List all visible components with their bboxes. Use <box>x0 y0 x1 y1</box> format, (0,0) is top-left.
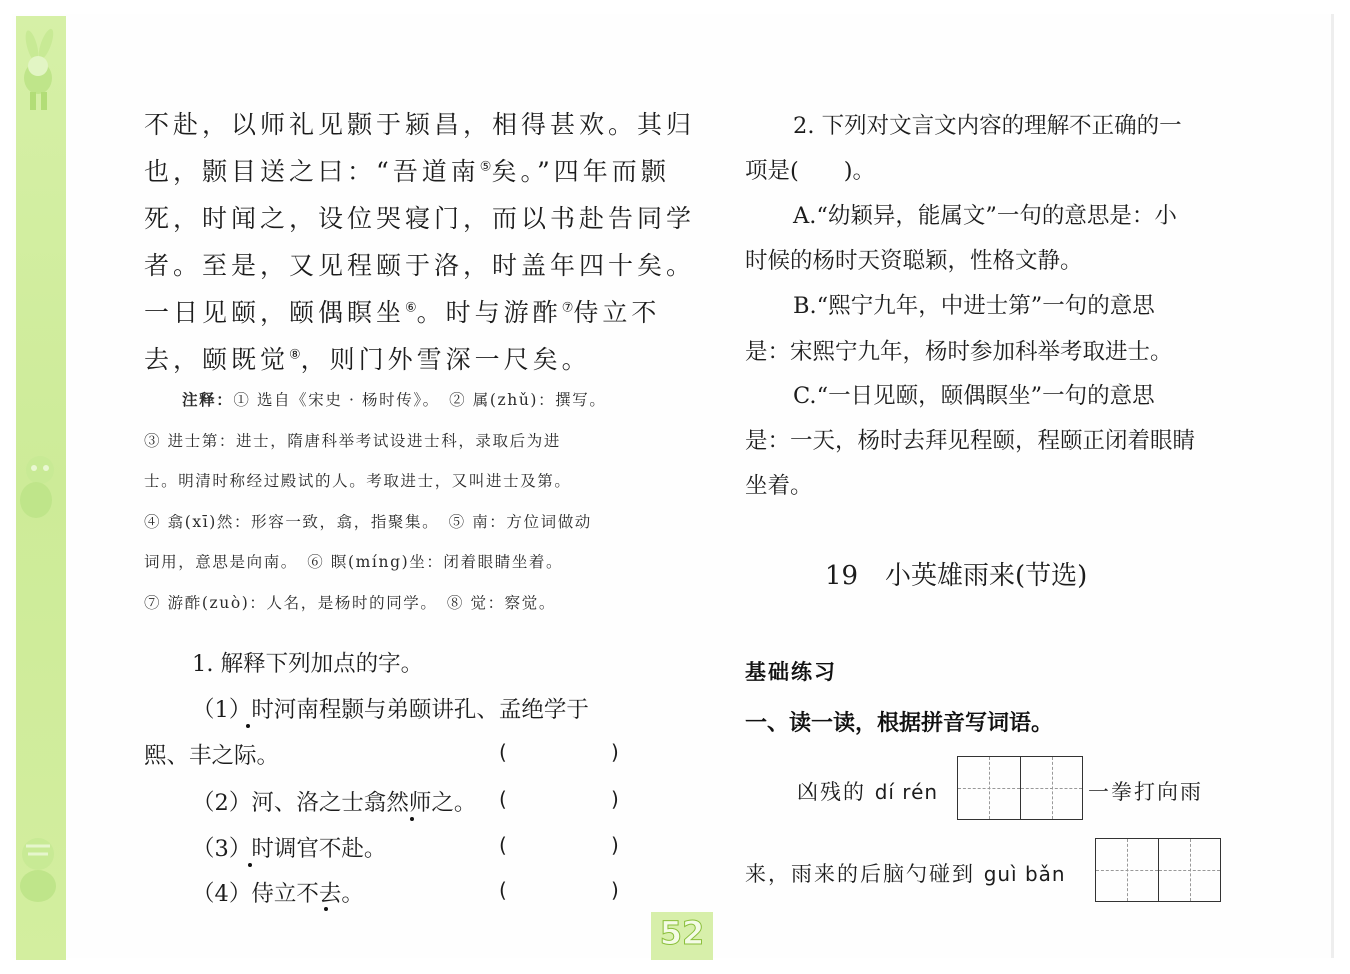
option-b-cont: 是：宋熙宁九年，杨时参加科举考取进士。 <box>745 339 1173 365</box>
question-1-item-3: （3）时调官不赴。 <box>192 836 387 862</box>
writing-cell[interactable] <box>1158 839 1220 901</box>
sentence-continuation: 一拳打向雨 <box>1088 780 1203 804</box>
lesson-name: 小英雄雨来(节选) <box>885 561 1088 591</box>
option-a-cont: 时候的杨时天资聪颖，性格文静。 <box>745 248 1083 274</box>
lesson-title <box>825 555 1087 592</box>
note-line: ⑦ 游酢(zuò)：人名，是杨时的同学。 ⑧ 觉：察觉。 <box>144 594 556 612</box>
note-line: ④ 翕(xī)然：形容一致，翕，指聚集。 ⑤ 南：方位词做动 <box>144 513 592 531</box>
answer-paren-close: ) <box>611 787 619 811</box>
note-line: ③ 进士第：进士，隋唐科举考试设进士科，录取后为进 <box>144 432 561 450</box>
question-1-item-1: （1）时河南程颢与弟颐讲孔、孟绝学于 <box>192 697 589 723</box>
passage-line: 也，颢目送之曰：“吾道南⑤矣。”四年而颢 <box>144 157 670 186</box>
emphasis-dot <box>324 907 328 911</box>
option-c-cont: 坐着。 <box>745 473 813 499</box>
squirrel-mascot-icon <box>10 440 66 530</box>
lesson-number: 19 <box>825 561 859 591</box>
question-1-item-2: （2）河、洛之士翕然师之。 <box>192 790 477 816</box>
emphasis-dot <box>246 724 250 728</box>
answer-paren-open: ( <box>499 787 507 811</box>
passage-line: 死，时闻之，设位哭寝门，而以书赴告同学 <box>144 204 696 233</box>
tiger-mascot-icon <box>10 820 66 910</box>
writing-grid-2[interactable] <box>1095 838 1221 902</box>
option-b: B.“熙宁九年，中进士第”一句的意思 <box>793 293 1155 319</box>
answer-paren-close: ) <box>611 740 619 764</box>
option-c: C.“一日见颐，颐偶瞑坐”一句的意思 <box>793 383 1155 409</box>
note-line: 士。明清时称经过殿试的人。考取进士，又叫进士及第。 <box>144 472 572 490</box>
pinyin: dí rén <box>874 780 939 804</box>
question-1-item-1-cont: 熙、丰之际。 <box>144 743 280 769</box>
page-number: 52 <box>659 914 705 952</box>
emphasis-dot <box>410 817 414 821</box>
option-c-cont: 是：一天，杨时去拜见程颐，程颐正闭着眼睛 <box>745 428 1196 454</box>
question-1-item-4: （4）侍立不去。 <box>192 881 364 907</box>
answer-blank-2[interactable] <box>514 787 606 813</box>
writing-cell[interactable] <box>1020 757 1082 819</box>
answer-blank-1[interactable] <box>514 740 606 766</box>
answer-paren-close: ) <box>611 833 619 857</box>
writing-cell[interactable] <box>958 757 1020 819</box>
answer-paren-open: ( <box>499 878 507 902</box>
notes-label: 注释： <box>182 391 234 409</box>
answer-paren-close: ) <box>611 878 619 902</box>
question-2-title: 2. 下列对文言文内容的理解不正确的一 <box>793 113 1182 139</box>
writing-grid-1[interactable] <box>957 756 1083 820</box>
pinyin-prompt-2: 来，雨来的后脑勺碰到 guì bǎn <box>745 862 1066 886</box>
page-edge <box>1331 14 1334 958</box>
passage-line: 去，颐既觉⑧，则门外雪深一尺矣。 <box>144 345 591 374</box>
passage-line: 者。至是，又见程颐于洛，时盖年四十矣。 <box>144 251 696 280</box>
question-2-line: 项是( )。 <box>745 158 876 184</box>
emphasis-dot <box>248 863 252 867</box>
pinyin: guì bǎn <box>983 862 1066 886</box>
task-title: 一、读一读，根据拼音写词语。 <box>745 711 1054 736</box>
rabbit-mascot-icon <box>10 28 66 118</box>
answer-paren-open: ( <box>499 740 507 764</box>
note-line: 注释：① 选自《宋史 · 杨时传》。 ② 属(zhǔ)：撰写。 <box>182 391 607 409</box>
answer-blank-4[interactable] <box>514 878 606 904</box>
question-1-title: 1. 解释下列加点的字。 <box>192 651 424 677</box>
answer-paren-open: ( <box>499 833 507 857</box>
section-title: 基础练习 <box>745 660 837 684</box>
pinyin-prompt-1: 凶残的 dí rén <box>797 780 939 804</box>
answer-blank-3[interactable] <box>514 833 606 859</box>
passage-line: 一日见颐，颐偶瞑坐⑥。时与游酢⑦侍立不 <box>144 298 661 327</box>
note-line: 词用，意思是向南。 ⑥ 瞑(míng)坐：闭着眼睛坐着。 <box>144 553 564 571</box>
passage-line: 不赴，以师礼见颢于颍昌，相得甚欢。其归 <box>144 110 696 139</box>
option-a: A.“幼颖异，能属文”一句的意思是：小 <box>793 203 1177 229</box>
writing-cell[interactable] <box>1096 839 1158 901</box>
